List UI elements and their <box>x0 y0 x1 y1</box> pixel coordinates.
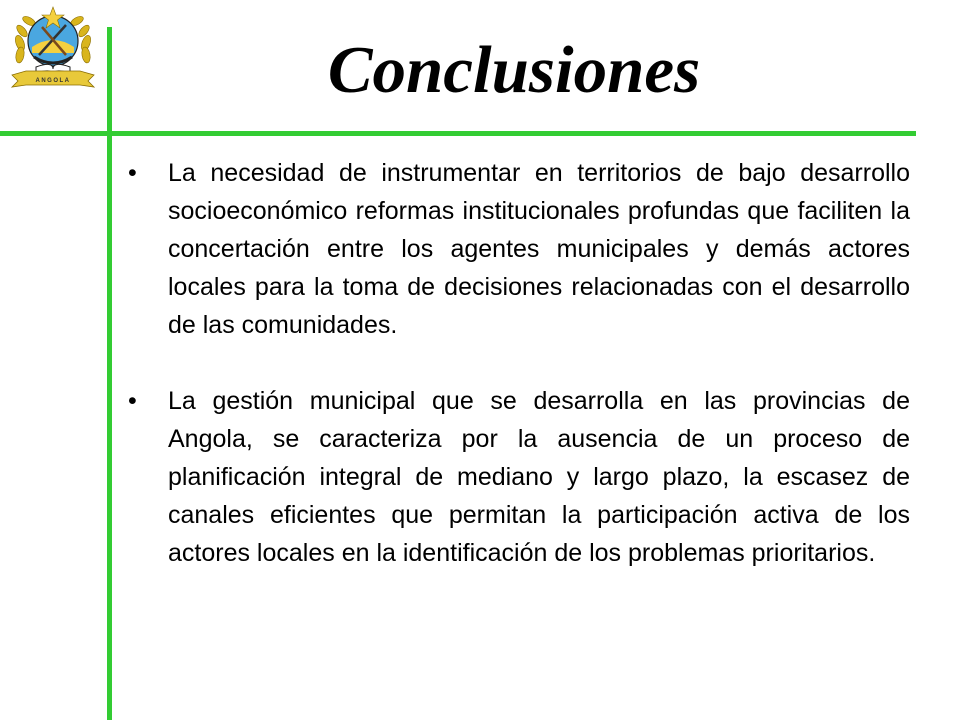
bullet-icon: • <box>128 387 137 415</box>
angola-emblem-icon <box>6 3 100 97</box>
bullet-text: La necesidad de instrumentar en territorios de bajo desarrollo socioeconómico reformas institucionales profundas que faciliten la concertación entre los agentes municipales y demás actores locales para la toma de decisiones relacionadas con el desarrollo de las comunidades. <box>168 159 910 339</box>
bullet-list <box>128 154 910 610</box>
emblem-banner-text: ANGOLA <box>35 78 71 84</box>
list-item <box>128 154 910 344</box>
page-title: Conclusiones <box>327 33 701 107</box>
bullet-text: La gestión municipal que se desarrolla en las provincias de Angola, se caracteriza por la ausencia de un proceso de planificación integral de mediano y largo plazo, la escasez de canales eficientes que permitan la participación activa de los actores locales en la identificación de los problemas prioritarios. <box>168 387 910 567</box>
bullet-icon: • <box>128 159 137 187</box>
horizontal-accent-line <box>0 131 916 136</box>
list-item <box>128 382 910 572</box>
